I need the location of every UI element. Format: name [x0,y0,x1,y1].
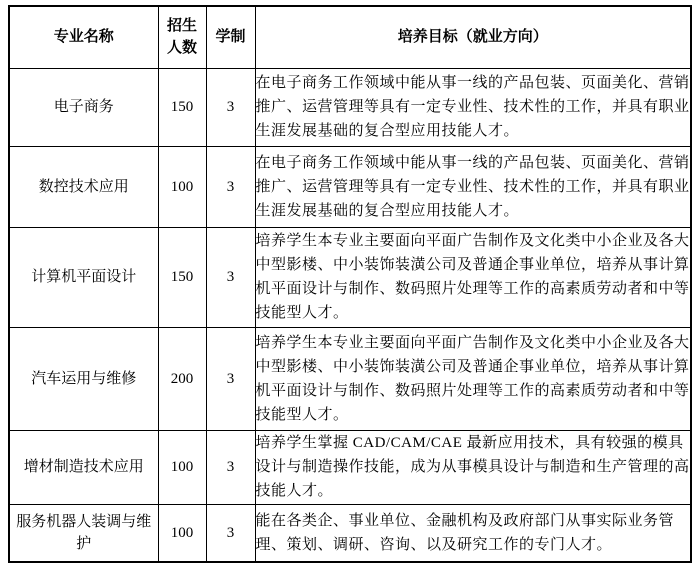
header-major-name: 专业名称 [9,6,158,68]
table-row [9,227,691,327]
duration-cell: 3 [206,146,255,227]
major-name-cell: 电子商务 [9,68,158,146]
duration-cell: 3 [206,68,255,146]
objective-cell: 培养学生掌握 CAD/CAM/CAE 最新应用技术，具有较强的模具设计与制造操作技能，成为从事模具设计与制造和生产管理的高技能人才。 [255,430,691,504]
majors-table [8,5,692,563]
table-header [9,6,691,68]
enrollment-cell: 100 [158,146,206,227]
table-row [9,327,691,430]
objective-cell: 培养学生本专业主要面向平面广告制作及文化类中小企业及各大中型影楼、中小装饰装潢公司及普通企事业单位，培养从事计算机平面设计与制作、数码照片处理等工作的高素质劳动者和中等技能型人才。 [255,327,691,430]
enrollment-cell: 200 [158,327,206,430]
duration-cell: 3 [206,430,255,504]
major-name-cell: 服务机器人装调与维护 [9,504,158,562]
duration-cell: 3 [206,504,255,562]
objective-cell: 培养学生本专业主要面向平面广告制作及文化类中小企业及各大中型影楼、中小装饰装潢公司及普通企事业单位，培养从事计算机平面设计与制作、数码照片处理等工作的高素质劳动者和中等技能型人才。 [255,227,691,327]
enrollment-cell: 150 [158,68,206,146]
header-row [9,6,691,68]
major-name-cell: 汽车运用与维修 [9,327,158,430]
objective-cell: 在电子商务工作领域中能从事一线的产品包装、页面美化、营销推广、运营管理等具有一定专业性、技术性的工作，并具有职业生涯发展基础的复合型应用技能人才。 [255,146,691,227]
objective-cell: 在电子商务工作领域中能从事一线的产品包装、页面美化、营销推广、运营管理等具有一定专业性、技术性的工作，并具有职业生涯发展基础的复合型应用技能人才。 [255,68,691,146]
header-objective: 培养目标（就业方向） [255,6,691,68]
enrollment-cell: 150 [158,227,206,327]
table-body [9,68,691,562]
major-name-cell: 计算机平面设计 [9,227,158,327]
objective-cell: 能在各类企、事业单位、金融机构及政府部门从事实际业务管理、策划、调研、咨询、以及研究工作的专门人才。 [255,504,691,562]
duration-cell: 3 [206,327,255,430]
header-duration: 学制 [206,6,255,68]
duration-cell: 3 [206,227,255,327]
enrollment-cell: 100 [158,504,206,562]
major-name-cell: 增材制造技术应用 [9,430,158,504]
header-enrollment: 招生人数 [158,6,206,68]
table-row [9,430,691,504]
table-row [9,68,691,146]
table-row [9,146,691,227]
enrollment-cell: 100 [158,430,206,504]
major-name-cell: 数控技术应用 [9,146,158,227]
table-row [9,504,691,562]
